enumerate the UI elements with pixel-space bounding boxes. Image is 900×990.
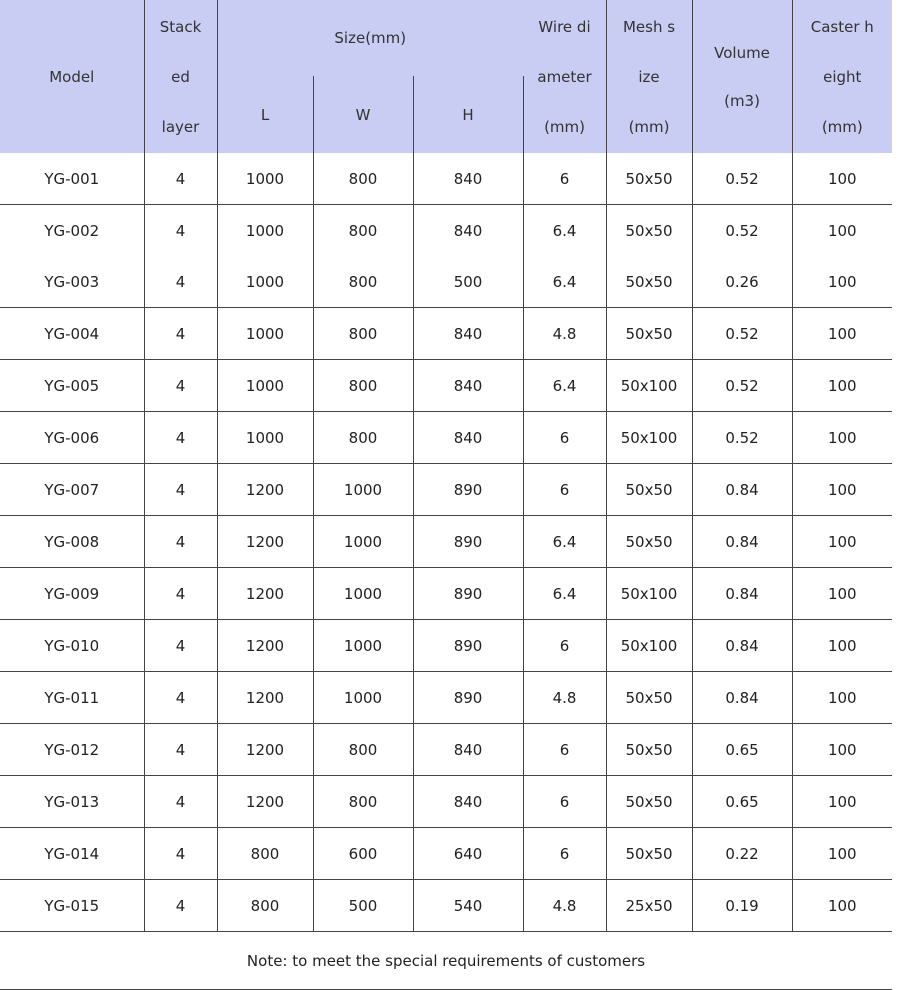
header-caster-line-3: (mm)	[821, 117, 863, 136]
cell-model: YG-012	[0, 724, 144, 776]
cell-h: 890	[413, 464, 523, 516]
cell-l: 1200	[217, 672, 313, 724]
table-row	[0, 464, 892, 516]
cell-h: 840	[413, 776, 523, 828]
cell-volume: 0.84	[692, 516, 792, 568]
cell-layer: 4	[144, 776, 217, 828]
cell-w: 800	[313, 308, 413, 360]
header-volume	[692, 0, 792, 153]
cell-model: YG-003	[0, 256, 144, 308]
cell-mesh: 50x100	[606, 620, 692, 672]
cell-caster: 100	[792, 308, 892, 360]
cell-model: YG-010	[0, 620, 144, 672]
table-row	[0, 256, 892, 308]
cell-volume: 0.26	[692, 256, 792, 308]
cell-l: 1200	[217, 724, 313, 776]
cell-model: YG-001	[0, 153, 144, 205]
cell-volume: 0.52	[692, 412, 792, 464]
note-row	[0, 932, 892, 990]
cell-h: 890	[413, 620, 523, 672]
cell-volume: 0.84	[692, 620, 792, 672]
cell-mesh: 50x100	[606, 412, 692, 464]
cell-caster: 100	[792, 568, 892, 620]
cell-h: 840	[413, 308, 523, 360]
header-stacked-layer	[144, 0, 217, 153]
header-wire-line-1: Wire di	[538, 17, 591, 36]
header-stacked-line-2: ed	[171, 67, 190, 86]
cell-w: 800	[313, 153, 413, 205]
cell-layer: 4	[144, 880, 217, 932]
header-stacked-line-3: layer	[161, 117, 200, 136]
cell-model: YG-007	[0, 464, 144, 516]
cell-layer: 4	[144, 464, 217, 516]
cell-wire: 6	[523, 464, 606, 516]
header-wire-line-3: (mm)	[544, 117, 585, 136]
cell-model: YG-013	[0, 776, 144, 828]
cell-wire: 6	[523, 828, 606, 880]
cell-caster: 100	[792, 256, 892, 308]
cell-layer: 4	[144, 568, 217, 620]
cell-mesh: 50x50	[606, 308, 692, 360]
cell-volume: 0.65	[692, 776, 792, 828]
cell-l: 1000	[217, 360, 313, 412]
header-model: Model	[0, 0, 144, 153]
cell-h: 840	[413, 724, 523, 776]
cell-w: 1000	[313, 620, 413, 672]
cell-w: 800	[313, 412, 413, 464]
cell-l: 800	[217, 828, 313, 880]
header-volume-line-2: (m3)	[724, 91, 760, 110]
table-row	[0, 568, 892, 620]
table-row	[0, 880, 892, 932]
header-caster-line-2: eight	[823, 67, 862, 86]
cell-volume: 0.84	[692, 464, 792, 516]
cell-volume: 0.65	[692, 724, 792, 776]
cell-wire: 6	[523, 776, 606, 828]
cell-wire: 6.4	[523, 568, 606, 620]
header-mesh-size	[606, 0, 692, 153]
table-row	[0, 153, 892, 205]
cell-layer: 4	[144, 412, 217, 464]
cell-w: 1000	[313, 672, 413, 724]
cell-h: 840	[413, 153, 523, 205]
cell-h: 500	[413, 256, 523, 308]
cell-layer: 4	[144, 828, 217, 880]
cell-volume: 0.52	[692, 360, 792, 412]
cell-layer: 4	[144, 516, 217, 568]
cell-caster: 100	[792, 672, 892, 724]
cell-l: 1000	[217, 308, 313, 360]
cell-w: 800	[313, 724, 413, 776]
cell-l: 1000	[217, 153, 313, 205]
cell-wire: 6	[523, 620, 606, 672]
header-volume-line-1: Volume	[714, 43, 770, 62]
table-row	[0, 308, 892, 360]
cell-h: 840	[413, 360, 523, 412]
cell-layer: 4	[144, 672, 217, 724]
cell-wire: 6	[523, 153, 606, 205]
cell-wire: 6.4	[523, 205, 606, 257]
cell-l: 1200	[217, 464, 313, 516]
cell-mesh: 50x100	[606, 360, 692, 412]
cell-volume: 0.19	[692, 880, 792, 932]
cell-volume: 0.84	[692, 568, 792, 620]
cell-layer: 4	[144, 308, 217, 360]
cell-model: YG-008	[0, 516, 144, 568]
cell-model: YG-004	[0, 308, 144, 360]
cell-caster: 100	[792, 880, 892, 932]
table-row	[0, 205, 892, 257]
header-size: Size(mm)	[217, 0, 523, 76]
cell-l: 1200	[217, 516, 313, 568]
cell-layer: 4	[144, 620, 217, 672]
table-row	[0, 672, 892, 724]
cell-mesh: 50x50	[606, 153, 692, 205]
cell-w: 800	[313, 360, 413, 412]
cell-l: 1200	[217, 620, 313, 672]
header-width: W	[313, 76, 413, 153]
cell-l: 1200	[217, 776, 313, 828]
cell-l: 1000	[217, 256, 313, 308]
cell-mesh: 50x50	[606, 256, 692, 308]
table-row	[0, 620, 892, 672]
note-text: Note: to meet the special requirements of customers	[0, 932, 892, 990]
cell-volume: 0.52	[692, 153, 792, 205]
header-length: L	[217, 76, 313, 153]
cell-caster: 100	[792, 776, 892, 828]
cell-wire: 4.8	[523, 880, 606, 932]
cell-volume: 0.22	[692, 828, 792, 880]
header-wire-line-2: ameter	[537, 67, 592, 86]
cell-mesh: 50x50	[606, 776, 692, 828]
cell-mesh: 25x50	[606, 880, 692, 932]
cell-w: 500	[313, 880, 413, 932]
cell-wire: 6.4	[523, 256, 606, 308]
cell-model: YG-006	[0, 412, 144, 464]
cell-w: 800	[313, 256, 413, 308]
cell-caster: 100	[792, 464, 892, 516]
header-height: H	[413, 76, 523, 153]
cell-h: 840	[413, 205, 523, 257]
cell-caster: 100	[792, 153, 892, 205]
cell-caster: 100	[792, 516, 892, 568]
cell-layer: 4	[144, 153, 217, 205]
header-stacked-line-1: Stack	[159, 17, 202, 36]
cell-volume: 0.52	[692, 308, 792, 360]
cell-model: YG-011	[0, 672, 144, 724]
cell-w: 600	[313, 828, 413, 880]
table-row	[0, 516, 892, 568]
cell-h: 890	[413, 672, 523, 724]
cell-wire: 4.8	[523, 672, 606, 724]
cell-mesh: 50x50	[606, 672, 692, 724]
cell-mesh: 50x50	[606, 828, 692, 880]
cell-model: YG-015	[0, 880, 144, 932]
cell-mesh: 50x50	[606, 205, 692, 257]
cell-wire: 6	[523, 724, 606, 776]
header-wire-diameter	[523, 0, 606, 153]
cell-l: 800	[217, 880, 313, 932]
cell-w: 1000	[313, 464, 413, 516]
cell-h: 540	[413, 880, 523, 932]
cell-caster: 100	[792, 412, 892, 464]
cell-mesh: 50x100	[606, 568, 692, 620]
cell-w: 1000	[313, 516, 413, 568]
cell-caster: 100	[827, 221, 857, 240]
cell-w: 1000	[313, 568, 413, 620]
cell-w: 800	[313, 205, 413, 257]
cell-layer: 4	[144, 256, 217, 308]
header-mesh-line-1: Mesh s	[622, 17, 676, 36]
header-caster-line-1: Caster h	[810, 17, 874, 36]
header-mesh-line-2: ize	[638, 67, 660, 86]
cell-model: YG-002	[0, 205, 144, 257]
cell-caster: 100	[792, 724, 892, 776]
cell-w: 800	[313, 776, 413, 828]
cell-model: YG-009	[0, 568, 144, 620]
cell-h: 890	[413, 516, 523, 568]
cell-l: 1200	[217, 568, 313, 620]
table-row	[0, 724, 892, 776]
cell-caster: 100	[792, 360, 892, 412]
cell-h: 640	[413, 828, 523, 880]
table-row	[0, 412, 892, 464]
header-mesh-line-3: (mm)	[628, 117, 670, 136]
table-row	[0, 828, 892, 880]
cell-wire: 6.4	[523, 360, 606, 412]
cell-layer: 4	[144, 205, 217, 257]
cell-mesh: 50x50	[606, 724, 692, 776]
cell-wire: 6	[523, 412, 606, 464]
cell-wire: 4.8	[523, 308, 606, 360]
cell-l: 1000	[217, 412, 313, 464]
header-caster-height	[792, 0, 892, 153]
cell-model: YG-014	[0, 828, 144, 880]
cell-caster: 100	[792, 620, 892, 672]
cell-model: YG-005	[0, 360, 144, 412]
table-body	[0, 153, 892, 990]
table-row	[0, 360, 892, 412]
cell-layer: 4	[144, 360, 217, 412]
cell-l: 1000	[217, 205, 313, 257]
cell-volume: 0.84	[692, 672, 792, 724]
cell-h: 840	[413, 412, 523, 464]
cell-mesh: 50x50	[606, 464, 692, 516]
cell-mesh: 50x50	[606, 516, 692, 568]
table-row	[0, 776, 892, 828]
cell-layer: 4	[144, 724, 217, 776]
cell-h: 890	[413, 568, 523, 620]
cell-wire: 6.4	[523, 516, 606, 568]
cell-volume: 0.52	[692, 205, 792, 257]
cell-caster: 100	[792, 828, 892, 880]
